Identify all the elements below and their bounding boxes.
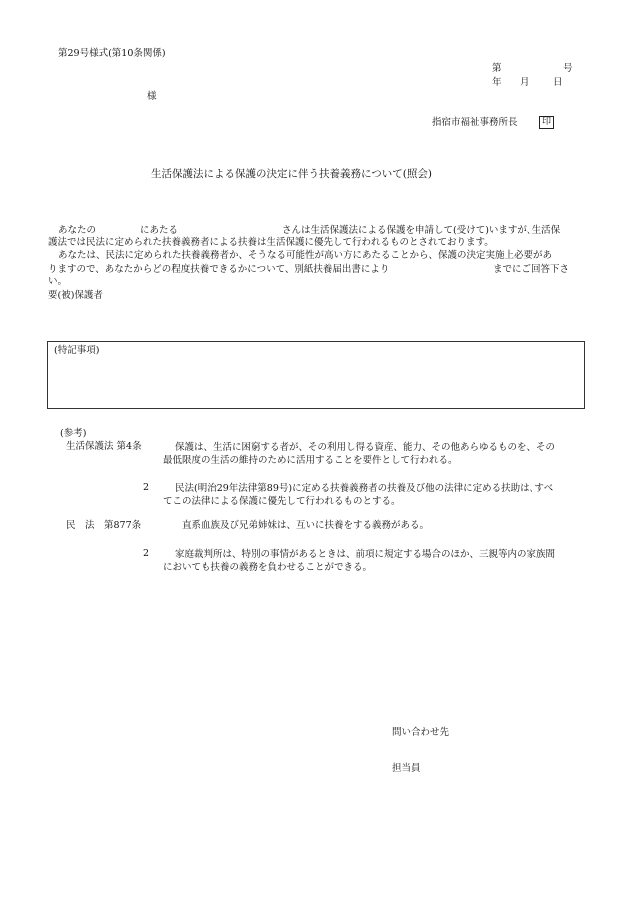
body-line-3: あなたは、民法に定められた扶養義務者か、そうなる可能性が高い方にあたることから、保護の決定実施上必要があ [58, 250, 553, 261]
date-year-label: 年 [492, 77, 502, 88]
issuer-name: 指宿市福祉事務所長 [432, 117, 518, 128]
protected-person-label: 要(被)保護者 [48, 290, 103, 301]
body-line-2: 護法では民法に定められた扶養義務者による扶養は生活保護に優先して行われるものとされております。 [48, 237, 494, 248]
ref-3-law: 民 法 第877条 [66, 520, 142, 531]
document-number-label: 第 [492, 63, 502, 74]
document-number-suffix: 号 [563, 63, 573, 74]
body-line-5: い。 [48, 276, 68, 287]
document-page: 第29号様式(第10条関係) 第 号 年 月 日 様 指宿市福祉事務所長 印 生活保護法による保護の決定に伴う扶養義務について(照会) あなたの にあたる さんは生活保護法による保護を申請して(受けて)いますが､生活保 護法では民法に定められた扶養義務者による扶養は生活保護に優先して行われるものとされております。 あなたは、民法に定められた扶養義務者か、そうなる可能性が高い方にあたることから、保護の決定実施上必要があ りますので、あなたからどの程度扶養できるかについて、別紙扶養届出書により までにご回答下さ い。 要(被)保護者 (特記事項) (参考) 生活保護法 第4条 保護は、生活に困窮する者が、その利用し得る資産、能力、その他あらゆるものを、その 最低限度の生活の維持のために活用することを要件として行われる。 2 民法(明治29年法律第89号)に定める扶養義務者の扶養及び他の法律に定める扶助は､すべ てこの法律による保護に優先して行われるものとする。 民 法 第877条 直系血族及び兄弟姉妹は、互いに扶養をする義務がある。 2 家庭裁判所は、特別の事情があるときは、前項に規定する場合のほか、三親等内の家族間 においても扶養の義務を負わせることができる。 問い合わせ先 担当員 [0, 0, 630, 903]
reference-heading: (参考) [60, 428, 87, 439]
ref-4-text: 家庭裁判所は、特別の事情があるときは、前項に規定する場合のほか、三親等内の家族間 においても扶養の義務を負わせることができる。 [163, 549, 556, 573]
special-notes-box [47, 341, 585, 409]
ref-1-text: 保護は、生活に困窮する者が、その利用し得る資産、能力、その他あらゆるものを、その 最低限度の生活の維持のために活用することを要件として行われる。 [163, 442, 556, 466]
document-title: 生活保護法による保護の決定に伴う扶養義務について(照会) [151, 168, 432, 180]
ref-4-clause: 2 [143, 548, 150, 559]
date-day-label: 日 [553, 77, 563, 88]
ref-1-law: 生活保護法 第4条 [66, 441, 142, 452]
seal-mark: 印 [539, 116, 554, 129]
ref-2-text: 民法(明治29年法律第89号)に定める扶養義務者の扶養及び他の法律に定める扶助は､すべ てこの法律による保護に優先して行われるものとする。 [163, 483, 554, 507]
special-notes-label: (特記事項) [54, 345, 100, 356]
contact-label: 問い合わせ先 [392, 727, 450, 738]
form-number: 第29号様式(第10条関係) [58, 48, 166, 59]
ref-2-clause: 2 [143, 482, 150, 493]
recipient-honorific: 様 [147, 91, 157, 102]
staff-label: 担当員 [392, 763, 421, 774]
date-month-label: 月 [520, 77, 530, 88]
ref-3-text: 直系血族及び兄弟姉妹は、互いに扶養をする義務がある。 [182, 520, 430, 531]
